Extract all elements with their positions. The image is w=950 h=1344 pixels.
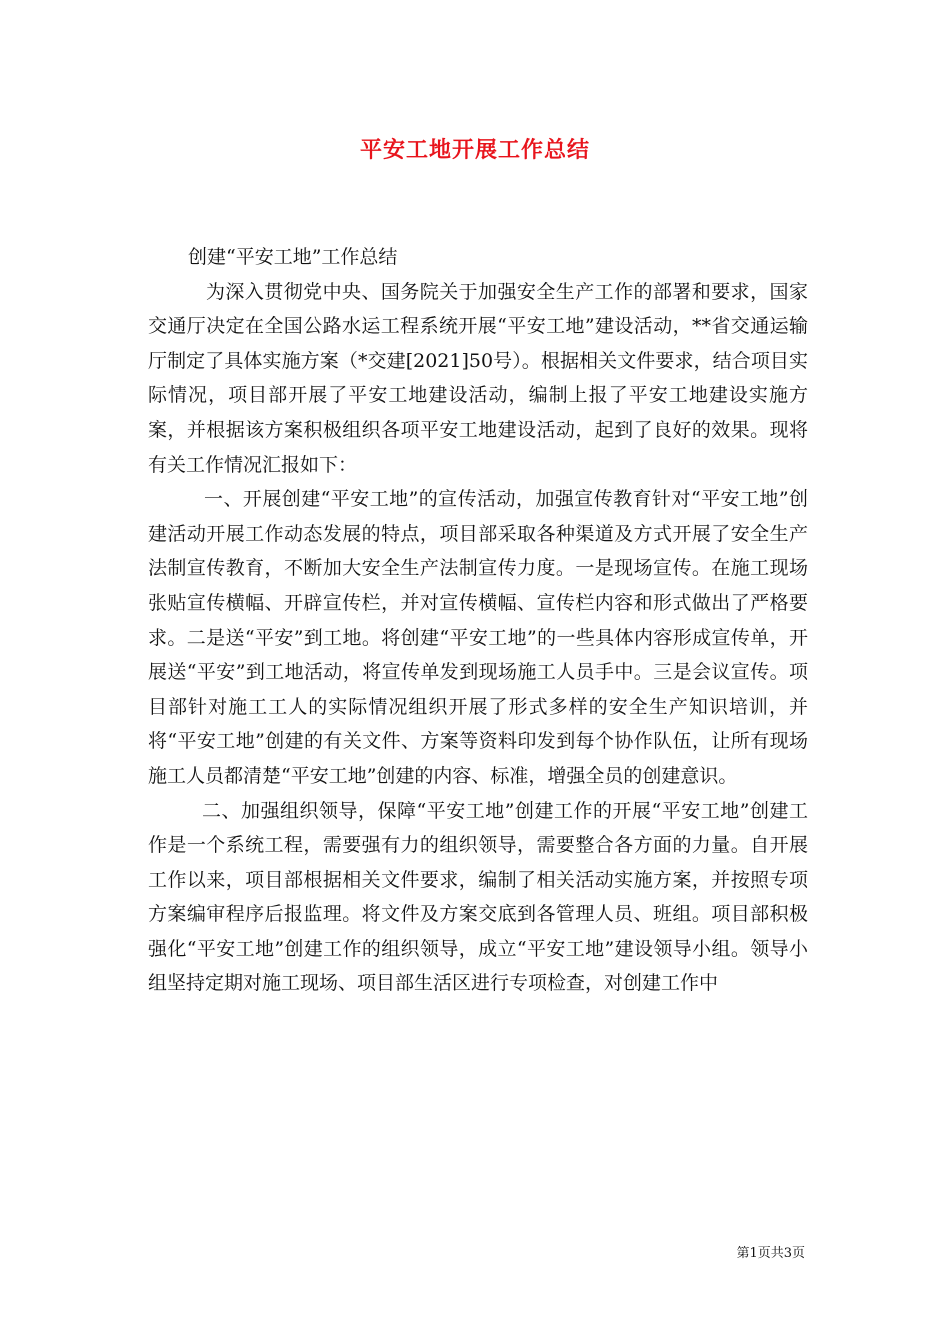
paragraph-subtitle: 创建“平安工地”工作总结 xyxy=(188,246,398,268)
paragraph-intro: 为深入贯彻党中央、国务院关于加强安全生产工作的部署和要求，国家交通厅决定在全国公路水运工程系统开展“平安工地”建设活动，**省交通运输厅制定了具体实施方案（*交建[2021]50号）。根据相关文件要求，结合项目实际情况，项目部开展了平安工地建设活动，编制上报了平安工地建设实施方案，并根据该方案积极组织各项平安工地建设活动，起到了良好的效果。现将有关工作情况汇报如下： xyxy=(148,280,808,476)
document-body xyxy=(148,240,808,1001)
document-title: 平安工地开展工作总结 xyxy=(359,137,590,163)
page-number: 第1页共3页 xyxy=(736,1246,805,1261)
paragraph-section-2: 二、加强组织领导，保障“平安工地”创建工作的开展“平安工地”创建工作是一个系统工程，需要强有力的组织领导，需要整合各方面的力量。自开展工作以来，项目部根据相关文件要求，编制了相关活动实施方案，并按照专项方案编审程序后报监理。将文件及方案交底到各管理人员、班组。项目部积极强化“平安工地”创建工作的组织领导，成立“平安工地”建设领导小组。领导小组坚持定期对施工现场、项目部生活区进行专项检查，对创建工作中 xyxy=(148,799,808,995)
paragraph-section-1: 一、开展创建“平安工地”的宣传活动，加强宣传教育针对“平安工地”创建活动开展工作动态发展的特点，项目部采取各种渠道及方式开展了安全生产法制宣传教育，不断加大安全生产法制宣传力度。一是现场宣传。在施工现场张贴宣传横幅、开辟宣传栏，并对宣传横幅、宣传栏内容和形式做出了严格要求。二是送“平安”到工地。将创建“平安工地”的一些具体内容形成宣传单，开展送“平安”到工地活动，将宣传单发到现场施工人员手中。三是会议宣传。项目部针对施工工人的实际情况组织开展了形式多样的安全生产知识培训，并将“平安工地”创建的有关文件、方案等资料印发到每个协作队伍，让所有现场施工人员都清楚“平安工地”创建的内容、标准，增强全员的创建意识。 xyxy=(148,488,808,787)
